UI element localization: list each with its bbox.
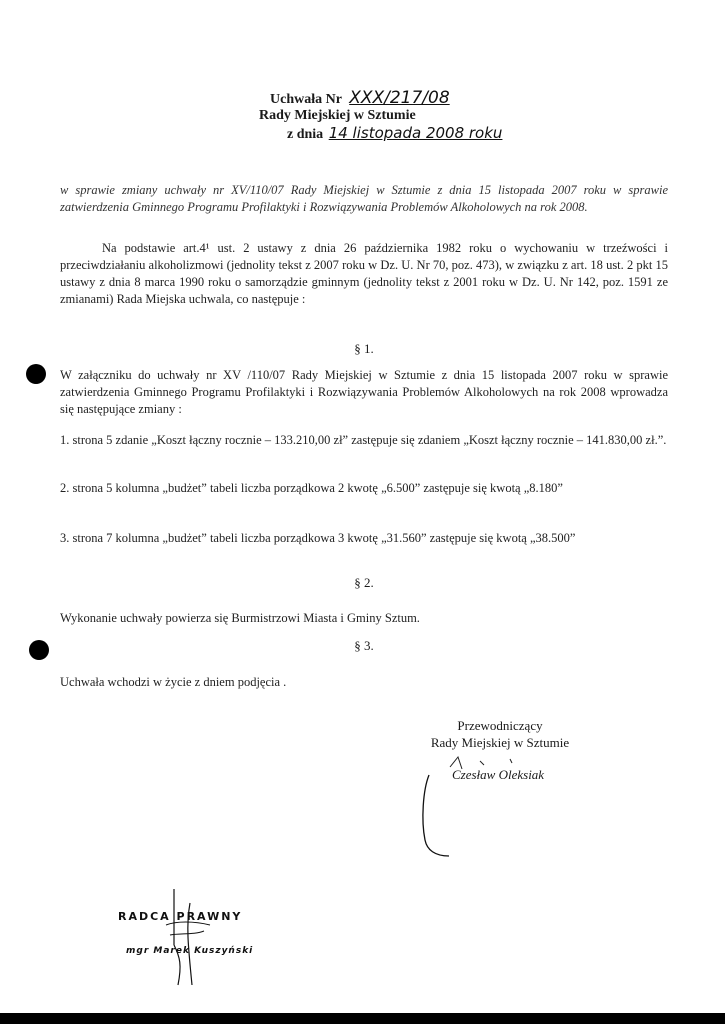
amendment-item-2: 2. strona 5 kolumna „budżet” tabeli liczba porządkowa 2 kwotę „6.500” zastępuje się kwotą „8.180” <box>60 481 563 495</box>
amendment-item-1: 1. strona 5 zdanie „Koszt łączny rocznie – 133.210,00 zł” zastępuje się zdaniem „Koszt łączny rocznie – 141.830,00 zł.”. <box>60 433 667 447</box>
section-1-intro: W załączniku do uchwały nr XV /110/07 Rady Miejskiej w Sztumie z dnia 15 listopada 2007 roku w sprawie zatwierdzenia Gminnego Programu Profilaktyki i Rozwiązywania Problemów Alkoholowych na rok 2008 wprowadza się następujące zmiany : <box>60 368 668 416</box>
legal-advisor-signature <box>160 885 240 995</box>
section-3-text: Uchwała wchodzi w życie z dniem podjęcia . <box>60 675 287 689</box>
resolution-date-handwritten: 14 listopada 2008 roku <box>328 124 503 142</box>
scan-edge-bar <box>0 1013 725 1024</box>
legal-basis-paragraph: Na podstawie art.4¹ ust. 2 ustawy z dnia 26 października 1982 roku o wychowaniu w trzeźwości i przeciwdziałaniu alkoholizmowi (jednolity tekst z 2007 roku w Dz. U. Nr 70, poz. 473), w związku z art. 18 ust. 2 pkt 15 ustawy z dnia 8 marca 1990 roku o samorządzie gminnym (jednolity tekst z 2001 roku w Dz. U. Nr 142, poz. 1591 ze zmianami) Rada Miejska uchwala, co następuje : <box>60 241 668 306</box>
punch-hole-mark-bottom <box>29 640 49 660</box>
chairman-council: Rady Miejskiej w Sztumie <box>430 735 570 750</box>
section-2-heading: § 2. <box>354 575 374 590</box>
section-2-text: Wykonanie uchwały powierza się Burmistrzowi Miasta i Gminy Sztum. <box>60 611 420 625</box>
legal-advisor-stamp-name: mgr Marek Kuszyński <box>126 946 254 956</box>
resolution-subject: w sprawie zmiany uchwały nr XV/110/07 Rady Miejskiej w Sztumie z dnia 15 listopada 2007 roku w sprawie zatwierdzenia Gminnego Programu Profilaktyki i Rozwiązywania Problemów Alkoholowych na rok 2008. <box>60 183 668 214</box>
chairman-signature-stroke <box>415 770 455 860</box>
chairman-title: Przewodniczący <box>457 718 543 733</box>
council-name: Rady Miejskiej w Sztumie <box>259 108 416 123</box>
amendment-item-3: 3. strona 7 kolumna „budżet” tabeli liczba porządkowa 3 kwotę „31.560” zastępuje się kwotą „38.500” <box>60 531 576 545</box>
resolution-number-label: Uchwała Nr <box>270 92 342 107</box>
section-3-heading: § 3. <box>354 638 374 653</box>
resolution-date <box>287 124 577 143</box>
section-1-heading: § 1. <box>354 341 374 356</box>
resolution-number <box>270 88 530 108</box>
resolution-number-handwritten: XXX/217/08 <box>349 88 450 108</box>
legal-advisor-stamp-title: RADCA PRAWNY <box>118 910 243 923</box>
resolution-date-label: z dnia <box>287 127 324 142</box>
chairman-name: Czesław Oleksiak <box>452 767 545 782</box>
punch-hole-mark-top <box>26 364 46 384</box>
